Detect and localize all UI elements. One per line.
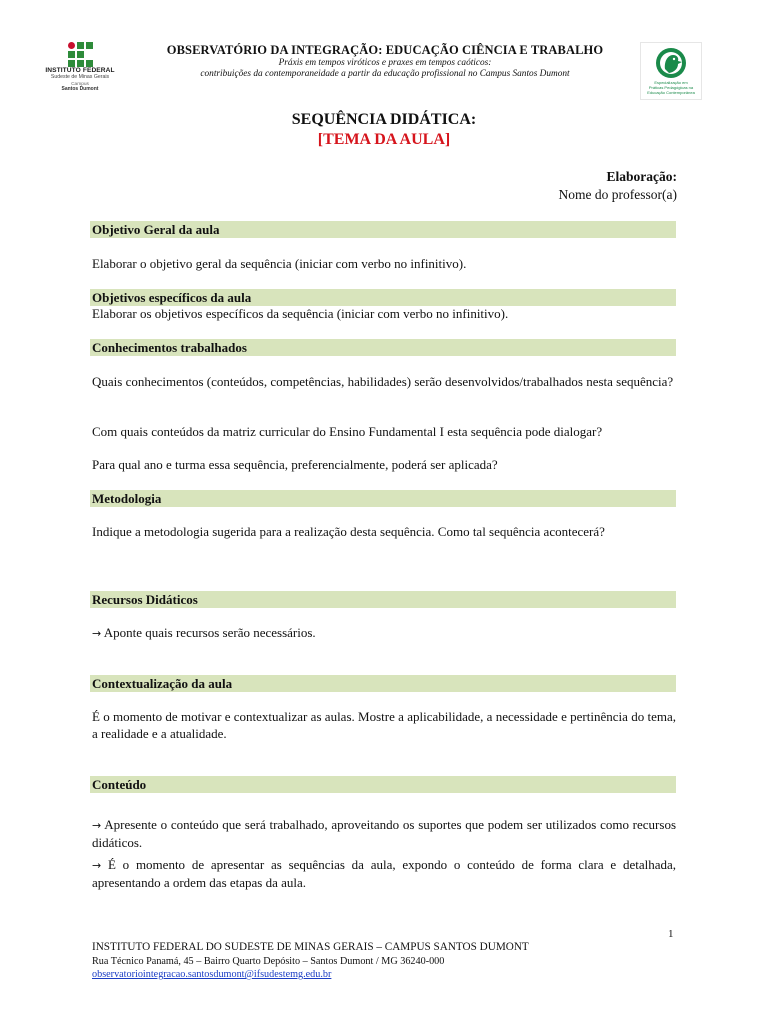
arrow-right-icon: → — [92, 819, 102, 832]
logo-text-line2: Práticas Pedagógicas na — [648, 85, 694, 90]
objetivo-geral-text: Elaborar o objetivo geral da sequência (iniciar com verbo no infinitivo). — [92, 256, 467, 271]
section-heading-contextualizacao — [90, 675, 676, 692]
logo-text-line3: Educação Contemporânea — [647, 90, 695, 95]
header-title: OBSERVATÓRIO DA INTEGRAÇÃO: EDUCAÇÃO CIÊNCIA E TRABALHO — [166, 43, 604, 57]
arrow-right-icon: → — [92, 627, 102, 640]
logo-campus-label: Campus — [71, 82, 89, 88]
conteudo-item-1 — [92, 817, 676, 851]
conteudo-text-2: É o momento de apresentar as sequências da aula, expondo o conteúdo de forma clara e detalhada, apresentando a ordem das etapas da aula. — [92, 857, 677, 890]
section-heading-label: Metodologia — [92, 491, 162, 506]
section-heading-label: Conteúdo — [92, 777, 147, 792]
recursos-item — [92, 625, 676, 643]
section-heading-objetivo-geral — [90, 221, 676, 238]
header-subtitle-2: contribuições da contemporaneidade a partir da educação profissional no Campus Santos Dumont — [200, 69, 570, 79]
objetivos-especificos-text: Elaborar os objetivos específicos da sequência (iniciar com verbo no infinitivo). — [92, 306, 509, 321]
section-heading-label: Objetivo Geral da aula — [92, 222, 220, 237]
logo-institution-name: INSTITUTO FEDERAL — [45, 67, 115, 74]
section-heading-label: Recursos Didáticos — [92, 592, 198, 607]
section-heading-metodologia — [90, 490, 676, 507]
section-heading-label: Objetivos específicos da aula — [92, 290, 252, 305]
logo-text-line1: Especialização em — [654, 80, 688, 85]
recursos-text: Aponte quais recursos serão necessários. — [103, 625, 316, 640]
logo-campus-name: Santos Dumont — [61, 86, 99, 93]
document-theme: [TEMA DA AULA] — [317, 131, 451, 148]
section-heading-recursos — [90, 591, 676, 608]
specialization-logo — [640, 42, 702, 100]
conhecimentos-text-3: Para qual ano e turma essa sequência, preferencialmente, poderá ser aplicada? — [92, 457, 498, 472]
metodologia-text: Indique a metodologia sugerida para a realização desta sequência. Como tal sequência acontecerá? — [92, 524, 605, 539]
contextualizacao-text: É o momento de motivar e contextualizar as aulas. Mostre a aplicabilidade, a necessidade e pertinência do tema, a realidade e a atualidade. — [92, 709, 676, 741]
section-heading-label: Conhecimentos trabalhados — [92, 340, 247, 355]
elaboration-label: Elaboração: — [606, 169, 677, 184]
bird-icon — [641, 43, 701, 99]
section-heading-conhecimentos — [90, 339, 676, 356]
section-heading-label: Contextualização da aula — [92, 676, 233, 691]
conhecimentos-text-2: Com quais conteúdos da matriz curricular do Ensino Fundamental I esta sequência pode dialogar? — [92, 424, 603, 439]
footer-email-link[interactable]: observatoriointegracao.santosdumont@ifsudestemg.edu.br — [92, 969, 332, 980]
section-heading-objetivos-especificos — [90, 289, 676, 306]
conhecimentos-text-1: Quais conhecimentos (conteúdos, competências, habilidades) serão desenvolvidos/trabalhados nesta sequência? — [92, 374, 674, 389]
teacher-name: Nome do professor(a) — [558, 187, 677, 202]
logo-institution-region: Sudeste de Minas Gerais — [50, 73, 110, 80]
document-title: SEQUÊNCIA DIDÁTICA: — [291, 111, 477, 128]
institution-logo — [40, 42, 120, 92]
page-number: 1 — [668, 928, 674, 940]
footer-address: Rua Técnico Panamá, 45 – Bairro Quarto Depósito – Santos Dumont / MG 36240-000 — [92, 956, 445, 967]
header-subtitle-1: Práxis em tempos viróticos e praxes em tempos caóticos: — [278, 58, 492, 68]
section-heading-conteudo — [90, 776, 676, 793]
arrow-right-icon: → — [92, 859, 102, 872]
conteudo-item-2 — [92, 857, 676, 891]
footer-institution: INSTITUTO FEDERAL DO SUDESTE DE MINAS GERAIS – CAMPUS SANTOS DUMONT — [92, 941, 529, 953]
conteudo-text-1: Apresente o conteúdo que será trabalhado, aproveitando os suportes que podem ser utilizados como recursos didáticos. — [92, 817, 676, 850]
if-logo-icon — [68, 42, 94, 68]
